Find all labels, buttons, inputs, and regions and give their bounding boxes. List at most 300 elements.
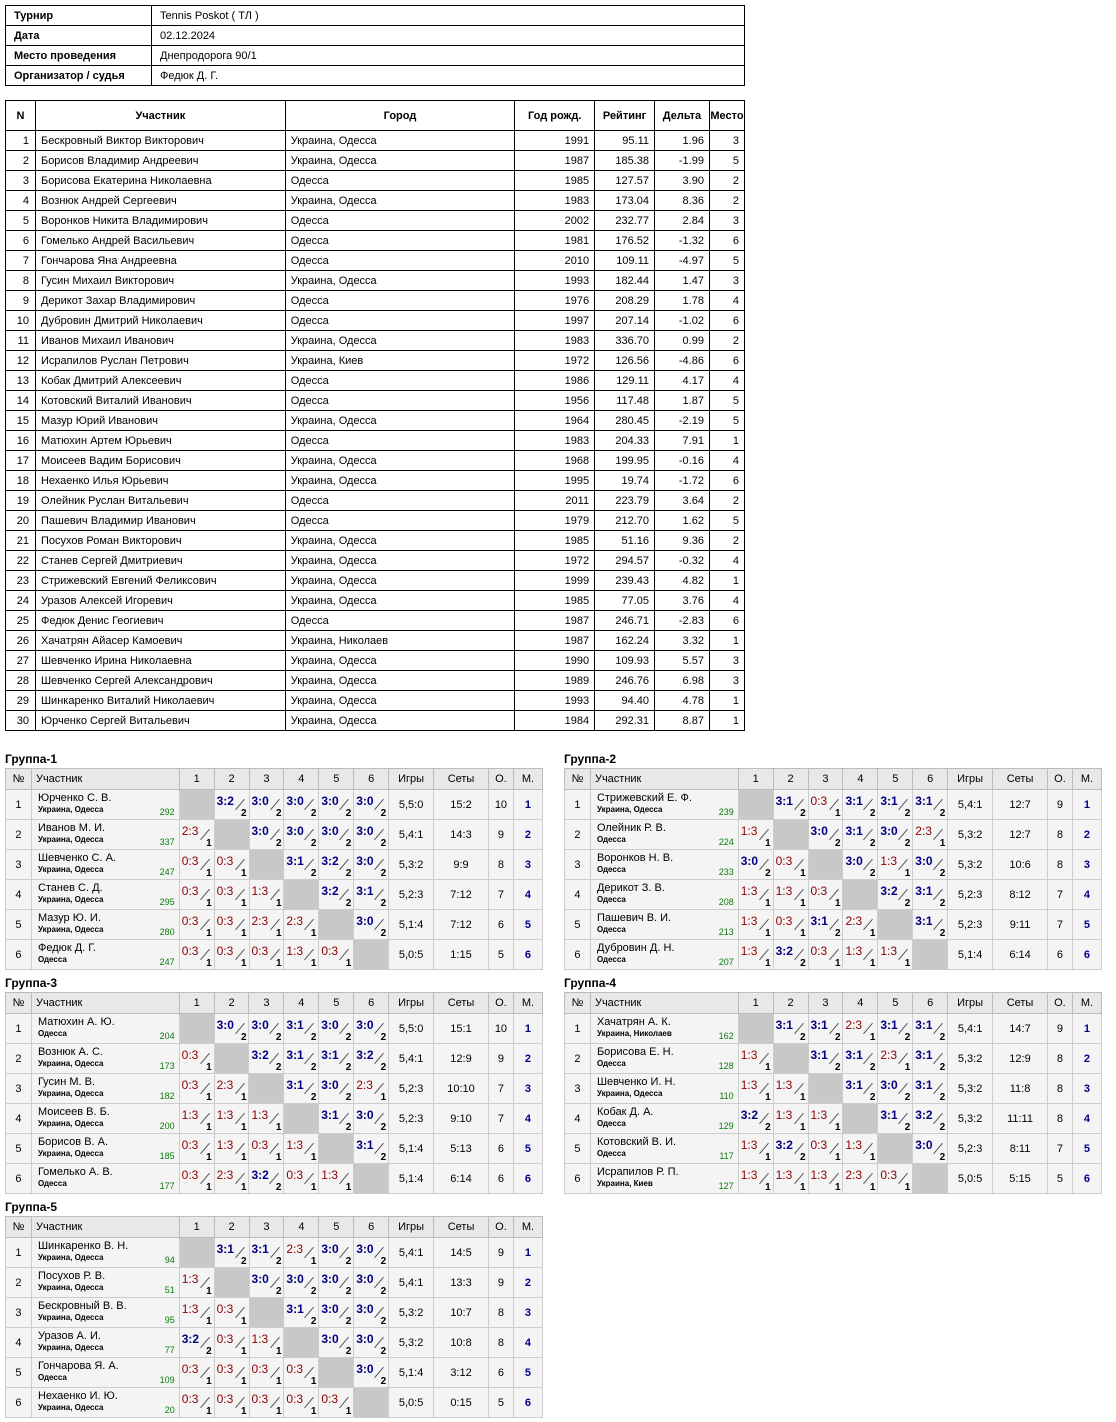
match-result	[250, 820, 285, 850]
match-result	[250, 1328, 285, 1358]
match-points: 2	[869, 1092, 876, 1103]
match-points: 2	[206, 1346, 212, 1357]
group-games: 5,3:2	[948, 1074, 993, 1104]
match-result	[319, 1298, 354, 1328]
match-result	[180, 1268, 215, 1298]
match-points: 1	[834, 1152, 841, 1163]
match-cell	[214, 1298, 249, 1328]
group-player-city: Украина, Одесса	[37, 865, 104, 874]
match-score: 2:3	[286, 1242, 304, 1256]
match-score: 3:0	[845, 854, 863, 868]
match-result	[878, 1074, 913, 1104]
match-score: 3:0	[356, 1018, 374, 1032]
participant-row	[6, 251, 745, 271]
group-row-number: 3	[565, 850, 591, 880]
group-points: 7	[1048, 880, 1073, 910]
group-player-name: Дубровин Д. Н.	[596, 942, 675, 954]
match-cell	[284, 1044, 319, 1074]
participant-place: 5	[709, 511, 744, 531]
group-row	[565, 880, 1102, 910]
match-score: 2:3	[845, 914, 863, 928]
match-cell	[808, 820, 843, 850]
match-cell	[214, 1164, 249, 1194]
match-cell	[179, 1074, 214, 1104]
participant-row	[6, 151, 745, 171]
match-result	[774, 790, 809, 820]
group-player-rating: 94	[164, 1255, 175, 1265]
match-result	[739, 850, 774, 880]
match-points: 1	[241, 928, 247, 939]
group-row-number: 5	[565, 1134, 591, 1164]
match-score: 2:3	[286, 914, 304, 928]
group-points: 7	[488, 1104, 513, 1134]
group-header-cell: О.	[1048, 769, 1073, 790]
match-result	[319, 1074, 354, 1104]
group-games: 5,3:2	[389, 850, 434, 880]
match-result	[180, 940, 215, 970]
group-player-name: Матюхин А. Ю.	[37, 1016, 115, 1028]
match-cell	[354, 1358, 389, 1388]
match-score: 2:3	[356, 1078, 373, 1092]
participant-birth-year: 1964	[515, 411, 595, 431]
group-row	[565, 1104, 1102, 1134]
group-row-number: 1	[6, 1238, 32, 1268]
group-row	[6, 1104, 543, 1134]
match-score: 2:3	[845, 1018, 863, 1032]
match-score: 1:3	[181, 1108, 199, 1122]
group-player-name: Шевченко И. Н.	[596, 1076, 676, 1088]
match-result	[250, 910, 285, 940]
group-points: 10	[488, 1014, 513, 1044]
match-cell-self	[284, 1328, 319, 1358]
group-sets: 15:2	[434, 790, 489, 820]
participant-place: 3	[709, 671, 744, 691]
participant-row	[6, 391, 745, 411]
match-score: 1:3	[740, 1138, 758, 1152]
participant-row	[6, 631, 745, 651]
match-cell-self	[249, 1074, 284, 1104]
match-cell	[249, 1388, 284, 1418]
match-cell	[249, 910, 284, 940]
match-score: 2:3	[181, 824, 199, 838]
match-cell	[878, 940, 913, 970]
participant-row	[6, 171, 745, 191]
match-score: 0:3	[181, 1168, 199, 1182]
group-player-cell	[590, 1014, 738, 1044]
participant-rating: 185.38	[595, 151, 655, 171]
group-games: 5,5:0	[389, 1014, 434, 1044]
group-player-city: Одесса	[596, 865, 626, 874]
match-points: 2	[380, 1062, 387, 1073]
group-place: 6	[1072, 1164, 1101, 1194]
group-header-cell: Участник	[590, 993, 738, 1014]
group-header-cell: 4	[284, 1217, 319, 1238]
participant-name: Пашевич Владимир Иванович	[35, 511, 285, 531]
group-row	[6, 1358, 543, 1388]
match-result	[739, 910, 774, 940]
participant-city: Украина, Одесса	[285, 531, 515, 551]
match-score: 3:2	[740, 1108, 759, 1122]
match-score: 0:3	[181, 1392, 199, 1406]
match-score: 3:1	[845, 1078, 863, 1092]
group-games: 5,1:4	[389, 910, 434, 940]
group-header-cell: М.	[1072, 769, 1101, 790]
group-points: 8	[488, 1298, 513, 1328]
match-cell	[773, 1074, 808, 1104]
participant-birth-year: 1993	[515, 691, 595, 711]
group-sets: 9:10	[434, 1104, 489, 1134]
match-result	[215, 1104, 250, 1134]
group-row-number: 4	[565, 880, 591, 910]
participant-rating: 246.71	[595, 611, 655, 631]
group-player-rating: 280	[159, 927, 175, 937]
group-header-cell: 6	[354, 1217, 389, 1238]
participant-delta: 0.99	[655, 331, 710, 351]
group-place: 3	[1072, 850, 1101, 880]
match-score: 3:0	[356, 1108, 374, 1122]
match-score: 0:3	[251, 944, 269, 958]
match-result	[739, 1134, 774, 1164]
group-player-rating: 239	[718, 807, 734, 817]
participant-birth-year: 1983	[515, 191, 595, 211]
match-cell	[249, 1268, 284, 1298]
group-player-cell	[31, 1164, 179, 1194]
participant-place: 4	[709, 551, 744, 571]
match-result	[180, 1388, 215, 1418]
group-points: 6	[488, 1134, 513, 1164]
participant-row	[6, 291, 745, 311]
participant-rating: 223.79	[595, 491, 655, 511]
group-sets: 12:9	[993, 1044, 1048, 1074]
match-cell	[319, 1044, 354, 1074]
participant-rating: 232.77	[595, 211, 655, 231]
match-points: 2	[869, 808, 876, 819]
group-sets: 9:11	[993, 910, 1048, 940]
group-player-city: Украина, Одесса	[37, 1403, 104, 1412]
group-player-rating: 337	[159, 837, 175, 847]
match-result	[319, 850, 354, 880]
group-points: 5	[1047, 1164, 1072, 1194]
match-points: 2	[939, 1032, 946, 1043]
match-result	[809, 820, 844, 850]
match-cell	[354, 1268, 389, 1298]
match-result	[809, 1134, 844, 1164]
match-points: 1	[275, 958, 282, 969]
match-cell	[319, 820, 354, 850]
match-points: 2	[345, 868, 352, 879]
match-score: 3:1	[880, 1018, 898, 1032]
participant-number: 21	[6, 531, 36, 551]
group-player-rating: 208	[718, 897, 734, 907]
group-player-cell	[590, 880, 738, 910]
match-cell	[214, 1388, 249, 1418]
match-points: 1	[241, 898, 247, 909]
match-cell	[913, 1134, 948, 1164]
match-score: 3:1	[845, 824, 863, 838]
match-cell	[354, 1104, 389, 1134]
group-row-number: 5	[6, 1134, 32, 1164]
match-score: 3:0	[216, 1018, 234, 1032]
match-cell	[284, 820, 319, 850]
participants-header: Город	[285, 101, 515, 131]
group-header-cell: №	[6, 769, 32, 790]
participant-birth-year: 1968	[515, 451, 595, 471]
participant-row	[6, 191, 745, 211]
match-points: 1	[206, 868, 212, 879]
group-player-city: Украина, Одесса	[37, 1313, 104, 1322]
match-score: 3:1	[845, 1048, 863, 1062]
participant-rating: 182.44	[595, 271, 655, 291]
match-points: 2	[380, 1286, 387, 1297]
participant-birth-year: 1981	[515, 231, 595, 251]
match-score: 0:3	[775, 914, 793, 928]
participant-row	[6, 571, 745, 591]
group-header-cell: 5	[878, 993, 913, 1014]
participant-row	[6, 691, 745, 711]
match-cell	[284, 1134, 319, 1164]
match-score: 0:3	[216, 1392, 234, 1406]
participant-delta: 1.96	[655, 131, 710, 151]
match-points: 2	[939, 898, 946, 909]
match-points: 1	[310, 928, 317, 939]
match-points: 2	[380, 1346, 387, 1357]
match-points: 2	[275, 1286, 282, 1297]
group-row-number: 1	[565, 790, 591, 820]
group-row	[6, 910, 543, 940]
match-score: 3:1	[286, 1048, 304, 1062]
group-row-number: 2	[6, 1044, 32, 1074]
group-player-name: Моисеев В. Б.	[37, 1106, 110, 1118]
group-points: 5	[488, 1388, 513, 1418]
match-cell	[179, 1104, 214, 1134]
group-header-cell: 4	[843, 769, 878, 790]
group-header-row	[6, 769, 543, 790]
match-cell	[773, 940, 808, 970]
group-points: 8	[1048, 850, 1073, 880]
group-player-rating: 292	[159, 807, 175, 817]
match-points: 1	[869, 1032, 876, 1043]
match-result	[739, 940, 774, 970]
participant-rating: 246.76	[595, 671, 655, 691]
match-cell	[319, 1104, 354, 1134]
match-score: 0:3	[181, 1138, 199, 1152]
group-player-city: Украина, Одесса	[596, 1089, 663, 1098]
match-points: 2	[345, 1286, 352, 1297]
participant-name: Исрапилов Руслан Петрович	[35, 351, 285, 371]
group-row	[6, 1014, 543, 1044]
group-row	[565, 940, 1102, 970]
match-score: 3:0	[286, 1272, 304, 1286]
match-points: 2	[939, 808, 946, 819]
match-points: 2	[380, 838, 387, 849]
match-score: 1:3	[845, 1138, 863, 1152]
match-points: 2	[939, 1092, 946, 1103]
match-cell	[738, 940, 773, 970]
match-score: 0:3	[181, 1078, 199, 1092]
match-score: 3:1	[915, 794, 933, 808]
match-points: 2	[380, 928, 387, 939]
match-result	[180, 880, 215, 910]
group-row-number: 2	[565, 1044, 591, 1074]
group-row	[565, 1164, 1102, 1194]
match-result	[180, 1044, 215, 1074]
match-points: 1	[241, 1316, 247, 1327]
match-result	[250, 940, 285, 970]
match-cell	[773, 1014, 808, 1044]
participant-birth-year: 1995	[515, 471, 595, 491]
match-result	[878, 850, 913, 880]
match-result	[354, 1074, 389, 1104]
group-points: 9	[1047, 1014, 1072, 1044]
group-header-cell: 1	[179, 1217, 214, 1238]
group-table	[5, 992, 543, 1194]
match-score: 1:3	[775, 1168, 793, 1182]
group-player-rating: 162	[718, 1031, 734, 1041]
participant-name: Моисеев Вадим Борисович	[35, 451, 285, 471]
match-result	[319, 1388, 354, 1418]
match-score: 3:0	[915, 854, 933, 868]
match-result	[913, 1074, 948, 1104]
group-sets: 12:7	[993, 790, 1048, 820]
match-cell	[214, 1014, 249, 1044]
group-place: 2	[1072, 1044, 1101, 1074]
match-cell-self	[214, 1044, 249, 1074]
match-result	[843, 1134, 878, 1164]
match-result	[354, 790, 389, 820]
group-row-number: 5	[565, 910, 591, 940]
participant-delta: 1.47	[655, 271, 710, 291]
match-cell	[284, 850, 319, 880]
participant-rating: 239.43	[595, 571, 655, 591]
match-result	[843, 1164, 878, 1194]
match-cell	[179, 1134, 214, 1164]
match-result	[774, 850, 809, 880]
group-sets: 10:8	[434, 1328, 489, 1358]
match-cell-self	[354, 1164, 389, 1194]
match-cell	[773, 1164, 808, 1194]
group-player-rating: 110	[719, 1091, 734, 1101]
group-player-rating: 204	[159, 1031, 175, 1041]
match-score: 0:3	[810, 794, 828, 808]
match-score: 1:3	[251, 1108, 269, 1122]
participant-place: 1	[709, 431, 744, 451]
match-cell	[179, 1044, 214, 1074]
group-header-cell: №	[565, 769, 591, 790]
group-row	[6, 1134, 543, 1164]
participant-row	[6, 611, 745, 631]
match-result	[878, 1044, 913, 1074]
participant-row	[6, 431, 745, 451]
group-player-name: Хачатрян А. К.	[596, 1016, 671, 1028]
group-player-cell	[31, 1388, 179, 1418]
group-player-rating: 128	[718, 1061, 734, 1071]
group-title: Группа-3	[5, 976, 58, 990]
match-score: 3:0	[356, 1332, 374, 1346]
match-result	[843, 1044, 878, 1074]
match-cell	[354, 790, 389, 820]
match-points: 1	[206, 1316, 212, 1327]
group-player-cell	[31, 1074, 179, 1104]
match-score: 0:3	[810, 1138, 828, 1152]
match-score: 1:3	[740, 1168, 758, 1182]
match-cell	[284, 1268, 319, 1298]
match-points: 2	[939, 1122, 946, 1133]
group-sets: 10:7	[434, 1298, 489, 1328]
match-result	[284, 940, 319, 970]
participant-city: Украина, Одесса	[285, 571, 515, 591]
match-points: 1	[241, 1376, 247, 1387]
match-points: 1	[206, 1406, 212, 1417]
group-games: 5,4:1	[389, 1044, 434, 1074]
participants-header: Год рожд.	[515, 101, 595, 131]
participant-delta: 7.91	[655, 431, 710, 451]
match-cell	[179, 820, 214, 850]
group-player-city: Одесса	[37, 955, 67, 964]
match-result	[180, 1358, 215, 1388]
group-sets: 6:14	[434, 1164, 489, 1194]
participant-name: Гончарова Яна Андреевна	[35, 251, 285, 271]
participant-number: 22	[6, 551, 36, 571]
group-row	[6, 820, 543, 850]
group-points: 9	[488, 1268, 513, 1298]
group-player-name: Шевченко С. А.	[37, 852, 116, 864]
match-result	[284, 850, 319, 880]
match-result	[284, 1298, 319, 1328]
match-result	[215, 1388, 250, 1418]
match-result	[180, 1164, 215, 1194]
match-cell	[284, 1238, 319, 1268]
group-player-cell	[31, 1298, 179, 1328]
match-score: 3:1	[356, 1138, 374, 1152]
group-player-city: Одесса	[37, 1029, 67, 1038]
group-points: 8	[1047, 1074, 1072, 1104]
match-points: 2	[345, 1256, 352, 1267]
match-cell	[913, 880, 948, 910]
match-result	[180, 1074, 215, 1104]
group-player-cell	[590, 1134, 738, 1164]
match-cell	[808, 1044, 843, 1074]
group-row	[6, 1328, 543, 1358]
match-points: 1	[206, 1062, 212, 1073]
group-header-cell: Игры	[948, 769, 993, 790]
match-points: 1	[275, 1376, 282, 1387]
group-header-row	[6, 1217, 543, 1238]
match-score: 0:3	[216, 854, 234, 868]
match-points: 2	[380, 1376, 387, 1387]
match-points: 1	[834, 808, 841, 819]
group-row	[6, 1164, 543, 1194]
match-result	[284, 910, 319, 940]
match-result	[843, 910, 878, 940]
match-result	[774, 1074, 809, 1104]
group-header-row	[6, 993, 543, 1014]
participant-row	[6, 131, 745, 151]
group-header-cell: 4	[284, 993, 319, 1014]
participant-delta: 9.36	[655, 531, 710, 551]
match-cell	[354, 880, 389, 910]
participant-delta: -2.83	[655, 611, 710, 631]
participant-number: 9	[6, 291, 36, 311]
group-row	[565, 1134, 1102, 1164]
participant-place: 2	[709, 531, 744, 551]
group-player-city: Украина, Одесса	[37, 1089, 104, 1098]
participant-rating: 212.70	[595, 511, 655, 531]
participant-birth-year: 1999	[515, 571, 595, 591]
match-points: 2	[345, 1032, 352, 1043]
group-header-row	[565, 993, 1102, 1014]
participant-birth-year: 1985	[515, 531, 595, 551]
participant-name: Дерикот Захар Владимирович	[35, 291, 285, 311]
